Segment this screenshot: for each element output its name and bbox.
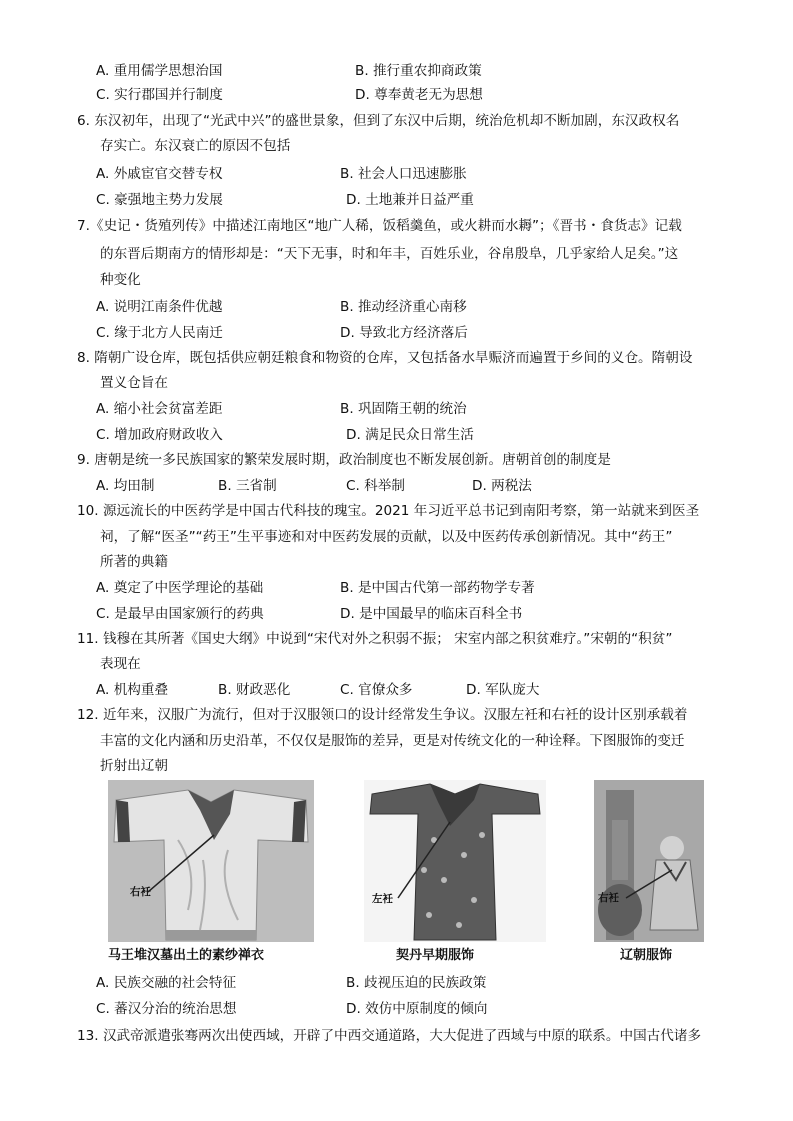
- q8-option-d: D. 满足民众日常生活: [346, 427, 474, 443]
- q8-stem-line-2: 置义仓旨在: [100, 375, 168, 391]
- q9-option-c: C. 科举制: [346, 478, 405, 494]
- q6-stem-line-1: 6. 东汉初年，出现了“光武中兴”的盛世景象，但到了东汉中后期，统治危机却不断加剧，东汉政权名: [77, 113, 680, 129]
- q8-stem-line-1: 8. 隋朝广设仓库，既包括供应朝廷粮食和物资的仓库，又包括备水旱赈济而遍置于乡间的义仓。隋朝设: [77, 350, 693, 366]
- q11-option-b: B. 财政恶化: [218, 682, 291, 698]
- q10-option-b: B. 是中国古代第一部药物学专著: [340, 580, 535, 596]
- q6-option-d: D. 土地兼并日益严重: [346, 192, 474, 208]
- q6-option-a: A. 外戚宦官交替专权: [96, 166, 223, 182]
- q7-option-c: C. 缘于北方人民南迁: [96, 325, 223, 341]
- q12-stem-line-1: 12. 近年来，汉服广为流行，但对于汉服领口的设计经常发生争议。汉服左衽和右衽的设计区别承载着: [77, 707, 688, 723]
- panel-3-caption: 辽朝服饰: [620, 948, 673, 963]
- q8-option-a: A. 缩小社会贫富差距: [96, 401, 223, 417]
- q6-option-c: C. 豪强地主势力发展: [96, 192, 223, 208]
- q5-option-c: C. 实行郡国并行制度: [96, 87, 223, 103]
- panel-2-label: 左衽: [372, 893, 393, 905]
- plain-gauze-robe-image: [108, 780, 314, 942]
- q11-stem-line-1: 11. 钱穆在其所著《国史大纲》中说到“宋代对外之积弱不振； 宋室内部之积贫难疗。”宋朝的“积贫”: [77, 631, 673, 647]
- khitan-robe-image: [364, 780, 546, 942]
- q12-figure: [108, 780, 704, 962]
- q5-option-a: A. 重用儒学思想治国: [96, 63, 223, 79]
- q11-stem-line-2: 表现在: [100, 656, 141, 672]
- panel-1-caption: 马王堆汉墓出土的素纱禅衣: [108, 948, 265, 963]
- q5-option-d: D. 尊奉黄老无为思想: [355, 87, 483, 103]
- q10-option-d: D. 是中国最早的临床百科全书: [340, 606, 523, 622]
- panel-3-label: 右衽: [598, 892, 619, 904]
- q7-option-a: A. 说明江南条件优越: [96, 299, 223, 315]
- q9-stem-line-1: 9. 唐朝是统一多民族国家的繁荣发展时期，政治制度也不断发展创新。唐朝首创的制度是: [77, 452, 611, 468]
- q11-option-a: A. 机构重叠: [96, 682, 169, 698]
- q5-option-b: B. 推行重农抑商政策: [355, 63, 482, 79]
- q12-option-c: C. 蕃汉分治的统治思想: [96, 1001, 237, 1017]
- panel-1-label: 右衽: [130, 886, 151, 898]
- q11-option-c: C. 官僚众多: [340, 682, 413, 698]
- q9-option-b: B. 三省制: [218, 478, 277, 494]
- q6-stem-line-2: 存实亡。东汉衰亡的原因不包括: [100, 138, 291, 154]
- q7-option-d: D. 导致北方经济落后: [340, 325, 468, 341]
- q9-option-a: A. 均田制: [96, 478, 155, 494]
- q8-option-b: B. 巩固隋王朝的统治: [340, 401, 467, 417]
- q12-stem-line-3: 折射出辽朝: [100, 758, 168, 774]
- q11-option-d: D. 军队庞大: [466, 682, 540, 698]
- q7-option-b: B. 推动经济重心南移: [340, 299, 467, 315]
- q10-stem-line-2: 祠，了解“医圣”“药王”生平事迹和对中医药发展的贡献，以及中医药传承创新情况。其中“药王”: [100, 529, 673, 545]
- q6-option-b: B. 社会人口迅速膨胀: [340, 166, 467, 182]
- panel-2-caption: 契丹早期服饰: [396, 948, 475, 963]
- q7-stem-line-3: 种变化: [100, 272, 141, 288]
- q12-option-a: A. 民族交融的社会特征: [96, 975, 237, 991]
- q12-option-d: D. 效仿中原制度的倾向: [346, 1001, 488, 1017]
- q12-stem-line-2: 丰富的文化内涵和历史沿革，不仅仅是服饰的差异，更是对传统文化的一种诠释。下图服饰的变迁: [100, 733, 685, 749]
- q13-stem-line-1: 13. 汉武帝派遣张骞两次出使西域，开辟了中西交通道路，大大促进了西域与中原的联系。中国古代诸多: [77, 1028, 702, 1044]
- q7-stem-line-1: 7.《史记・货殖列传》中描述江南地区“地广人稀，饭稻羹鱼，或火耕而水耨”；《晋书・食货志》记载: [77, 218, 682, 234]
- q8-option-c: C. 增加政府财政收入: [96, 427, 223, 443]
- q10-option-c: C. 是最早由国家颁行的药典: [96, 606, 264, 622]
- q10-stem-line-3: 所著的典籍: [100, 554, 168, 570]
- liao-mural-image: [594, 780, 704, 942]
- q9-option-d: D. 两税法: [472, 478, 532, 494]
- q10-stem-line-1: 10. 源远流长的中医药学是中国古代科技的瑰宝。2021 年习近平总书记到南阳考察，第一站就来到医圣: [77, 503, 700, 519]
- q12-option-b: B. 歧视压迫的民族政策: [346, 975, 487, 991]
- q10-option-a: A. 奠定了中医学理论的基础: [96, 580, 264, 596]
- q7-stem-line-2: 的东晋后期南方的情形却是：“天下无事，时和年丰，百姓乐业，谷帛殷阜，几乎家给人足矣。”这: [100, 246, 679, 262]
